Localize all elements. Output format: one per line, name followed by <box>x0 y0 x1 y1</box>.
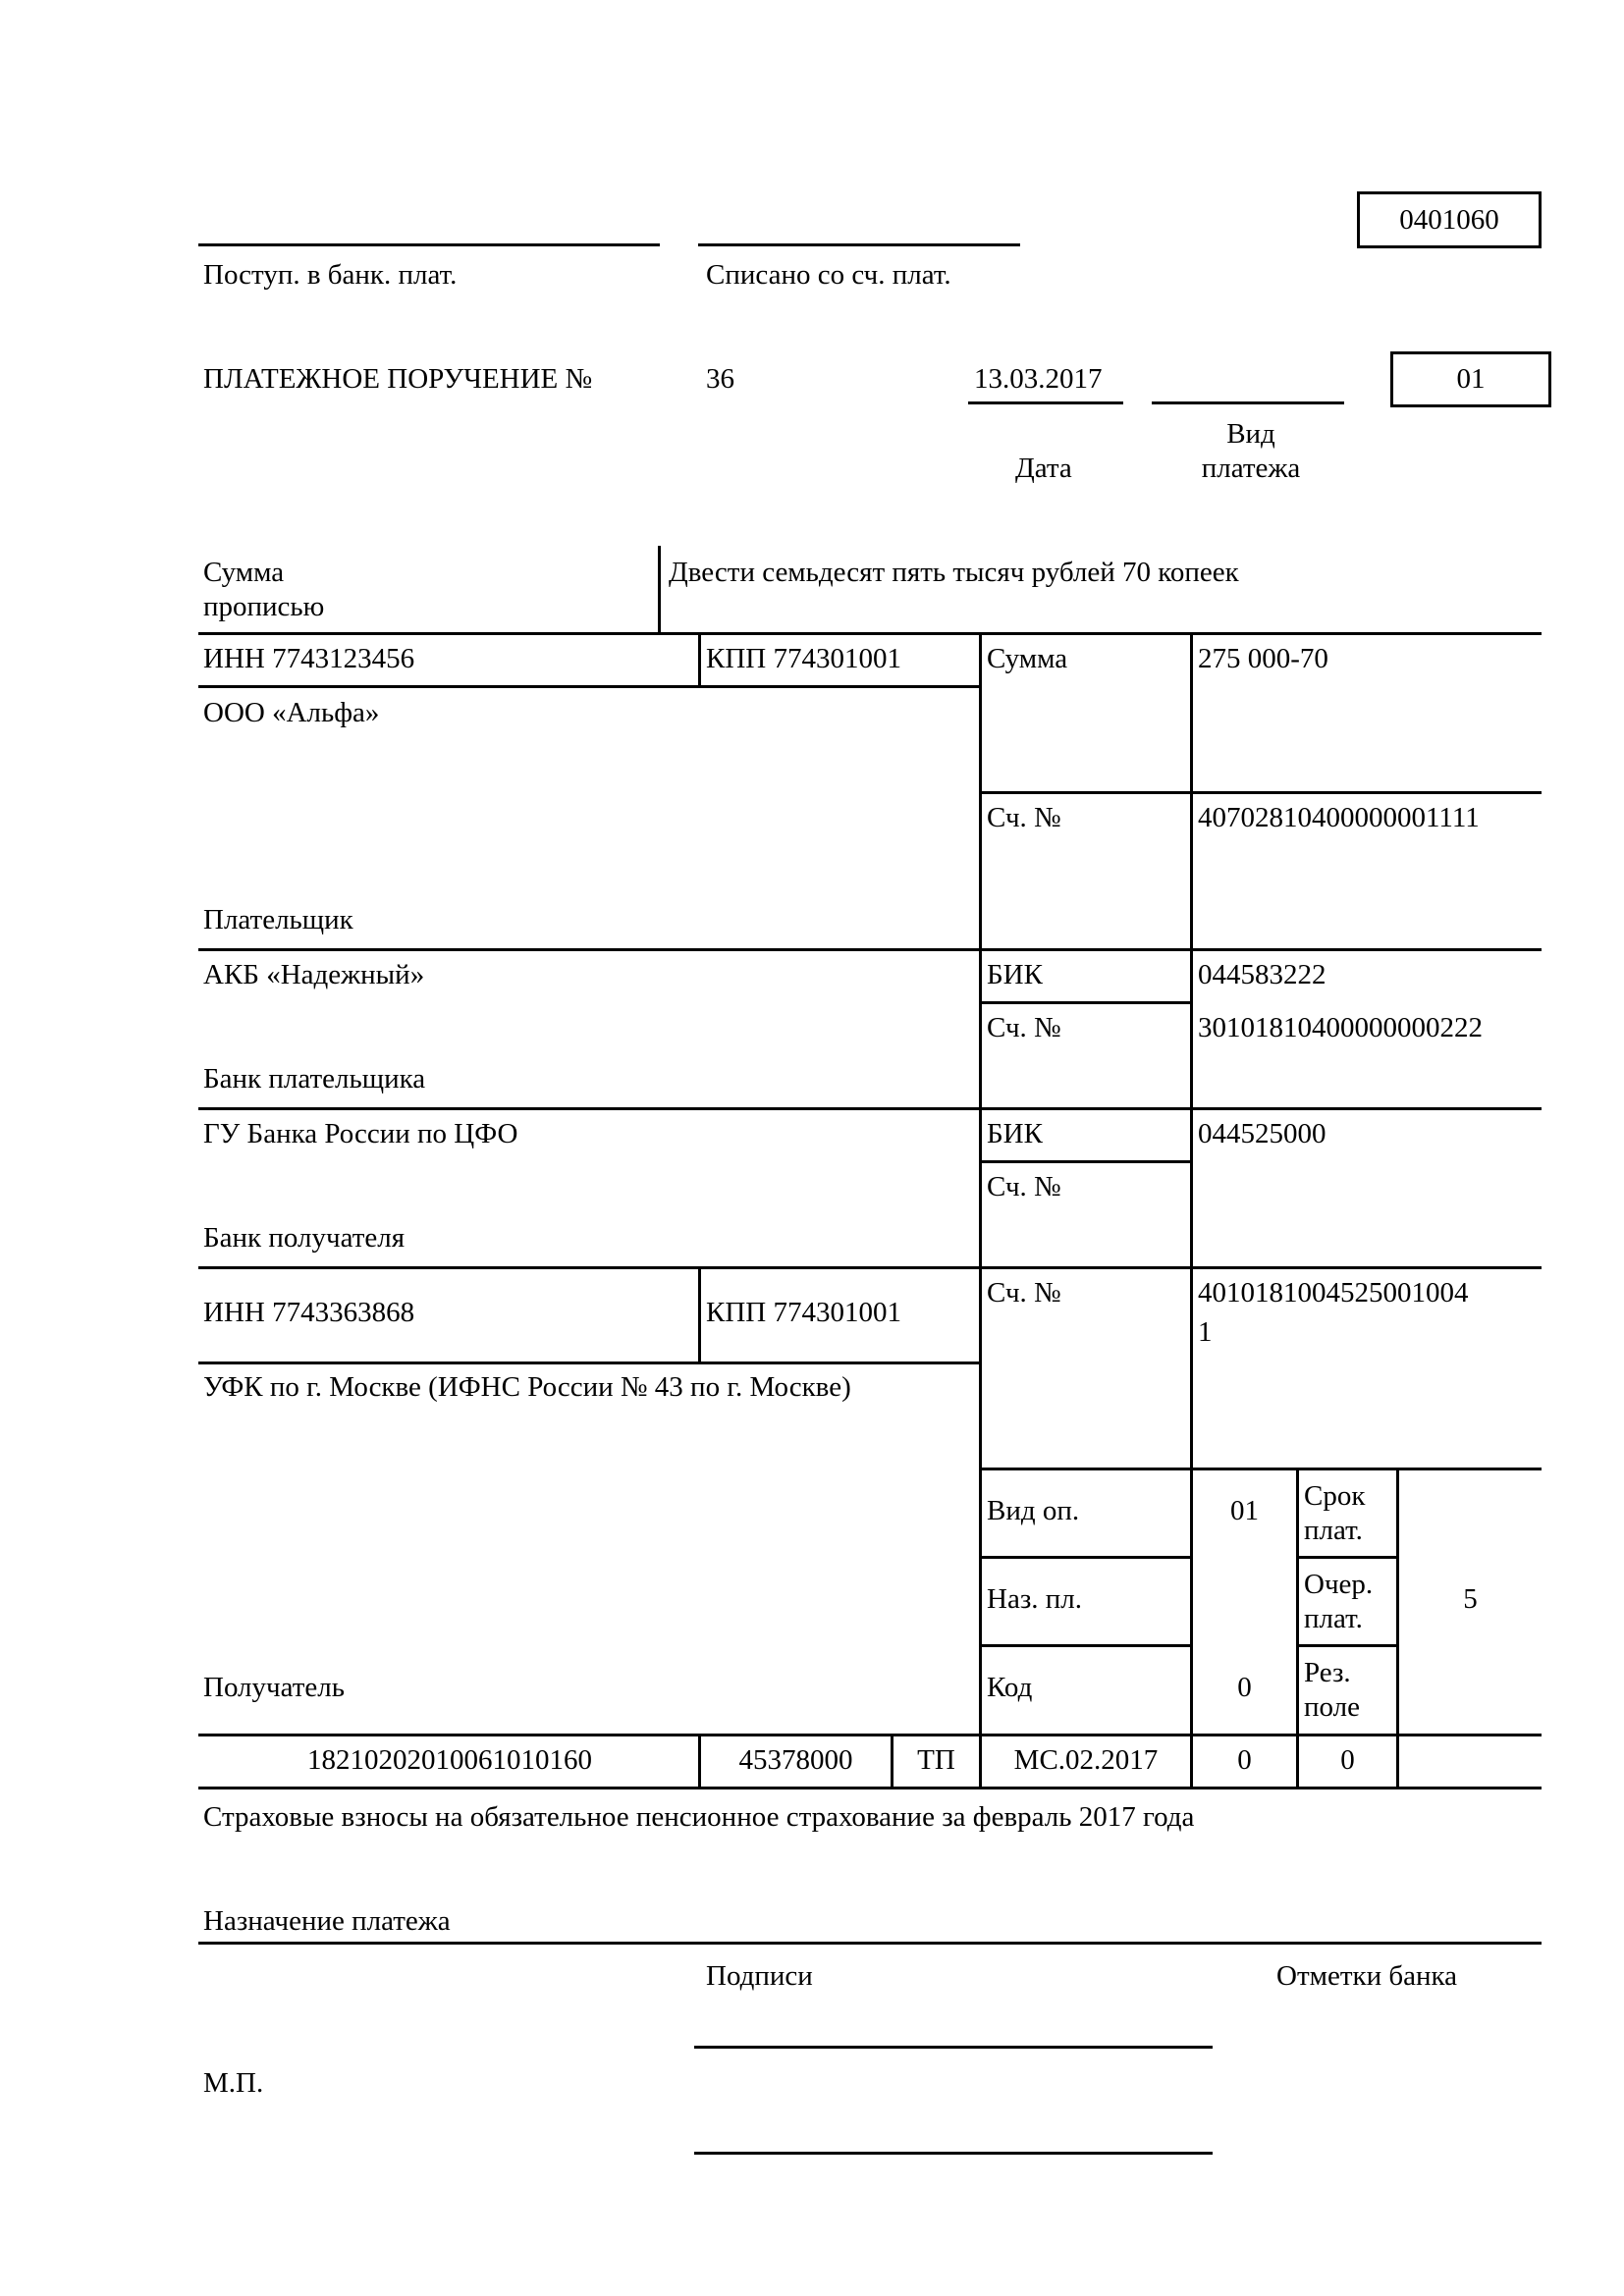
payee-account-label: Сч. № <box>987 1277 1061 1308</box>
reserve-label-1: Рез. <box>1304 1657 1351 1688</box>
signatures-label: Подписи <box>706 1960 813 1992</box>
tax-doc-date: 0 <box>1340 1744 1355 1776</box>
payee-kpp: КПП 774301001 <box>706 1297 901 1328</box>
date-line <box>968 401 1123 404</box>
amount-words-label-2: прописью <box>203 591 325 622</box>
payee-bank-bik-line <box>979 1160 1190 1163</box>
received-line <box>198 243 660 246</box>
payee-account-line-1: 4010181004525001004 <box>1198 1277 1469 1308</box>
amount-words-value: Двести семьдесят пять тысяч рублей 70 копеек <box>669 557 1239 588</box>
tax-period: МС.02.2017 <box>1013 1744 1159 1776</box>
payer-bank-bottom-line <box>198 1107 1542 1110</box>
op-type-label: Вид оп. <box>987 1495 1080 1526</box>
tax-oktmo: 45378000 <box>738 1744 853 1776</box>
code-label: Код <box>987 1672 1033 1703</box>
received-label: Поступ. в банк. плат. <box>203 259 458 291</box>
payee-bank-label: Банк получателя <box>203 1222 406 1254</box>
payer-bank-bik-label: БИК <box>987 959 1043 990</box>
op-type: 01 <box>1230 1495 1259 1526</box>
deadline-right-divider <box>1396 1468 1399 1787</box>
form-code: 0401060 <box>1399 203 1499 236</box>
bank-marks-label: Отметки банка <box>1276 1960 1458 1992</box>
payer-name: ООО «Альфа» <box>203 697 380 728</box>
payee-inn-kpp-divider <box>698 1266 701 1362</box>
sum-bottom-line <box>979 791 1542 794</box>
stamp-label: М.П. <box>203 2067 264 2099</box>
tax-doc-number: 0 <box>1237 1744 1252 1776</box>
payment-type-line <box>1152 401 1344 404</box>
tax-basis: ТП <box>917 1744 955 1776</box>
status-code-box <box>1390 351 1551 407</box>
payer-account: 40702810400000001111 <box>1198 802 1480 833</box>
payee-account-line-2: 1 <box>1198 1316 1213 1348</box>
inn-row-line <box>198 685 979 688</box>
inn-kpp-divider <box>698 632 701 685</box>
payer-bank-label: Банк плательщика <box>203 1063 426 1095</box>
debited-label: Списано со сч. плат. <box>706 259 951 291</box>
purpose-label: Назначение платежа <box>203 1905 451 1937</box>
payee-inn: ИНН 7743363868 <box>203 1297 415 1328</box>
purpose-text: Страховые взносы на обязательное пенсионное страхование за февраль 2017 года <box>203 1801 1195 1833</box>
payer-inn: ИНН 7743123456 <box>203 643 415 674</box>
page-title: ПЛАТЕЖНОЕ ПОРУЧЕНИЕ № <box>203 363 593 395</box>
deadline-bottom-line <box>1296 1556 1396 1559</box>
signature-line-1 <box>694 2046 1213 2049</box>
purpose-code-bottom-line <box>979 1644 1190 1647</box>
payee-name: УФК по г. Москве (ИФНС России № 43 по г. Москве) <box>203 1371 851 1403</box>
sum-value: 275 000-70 <box>1198 643 1328 674</box>
payee-label: Получатель <box>203 1672 345 1703</box>
payee-bank-bik-label: БИК <box>987 1118 1043 1149</box>
deadline-label-2: плат. <box>1304 1515 1363 1546</box>
reserve-label-2: поле <box>1304 1691 1360 1723</box>
tax-row-bottom-line <box>198 1787 1542 1789</box>
op-type-top-line <box>979 1468 1542 1470</box>
payee-inn-bottom-line <box>198 1362 979 1364</box>
payee-bank-name: ГУ Банка России по ЦФО <box>203 1118 518 1149</box>
payee-bank-bik: 044525000 <box>1198 1118 1326 1149</box>
payer-label: Плательщик <box>203 904 353 935</box>
main-left-divider <box>979 632 982 1787</box>
table-top-line <box>198 632 1542 635</box>
payee-bottom-line <box>198 1734 1542 1736</box>
form-code-box <box>1357 191 1542 248</box>
payer-account-label: Сч. № <box>987 802 1061 833</box>
priority-label-1: Очер. <box>1304 1569 1374 1600</box>
purpose-code-label: Наз. пл. <box>987 1583 1083 1615</box>
priority-bottom-line <box>1296 1644 1396 1647</box>
op-type-bottom-line <box>979 1556 1190 1559</box>
code-value: 0 <box>1237 1672 1252 1703</box>
tax-kbk: 18210202010061010160 <box>307 1744 592 1776</box>
payee-bank-account-label: Сч. № <box>987 1171 1061 1202</box>
main-right-divider <box>1190 632 1193 1787</box>
priority-label-2: плат. <box>1304 1603 1363 1634</box>
payer-bank-bik-line <box>979 1001 1190 1004</box>
payer-bottom-line <box>198 948 1542 951</box>
payment-type-label-1: Вид <box>1226 418 1275 450</box>
purpose-bottom-line <box>198 1942 1542 1945</box>
payer-bank-account: 30101810400000000222 <box>1198 1012 1483 1043</box>
deadline-left-divider <box>1296 1468 1299 1787</box>
priority-value: 5 <box>1463 1583 1478 1615</box>
signature-line-2 <box>694 2152 1213 2155</box>
order-number: 36 <box>706 363 734 395</box>
payee-bank-bottom-line <box>198 1266 1542 1269</box>
payer-bank-account-label: Сч. № <box>987 1012 1061 1043</box>
debited-line <box>698 243 1020 246</box>
amount-words-divider <box>658 546 661 632</box>
date-label: Дата <box>1015 453 1072 484</box>
deadline-label-1: Срок <box>1304 1480 1366 1512</box>
amount-words-label-1: Сумма <box>203 557 285 588</box>
payer-bank-name: АКБ «Надежный» <box>203 959 425 990</box>
status-code: 01 <box>1456 363 1486 395</box>
payment-type-label-2: платежа <box>1201 453 1301 484</box>
order-date: 13.03.2017 <box>974 363 1103 395</box>
sum-label: Сумма <box>987 643 1068 674</box>
payer-kpp: КПП 774301001 <box>706 643 901 674</box>
payer-bank-bik: 044583222 <box>1198 959 1326 990</box>
